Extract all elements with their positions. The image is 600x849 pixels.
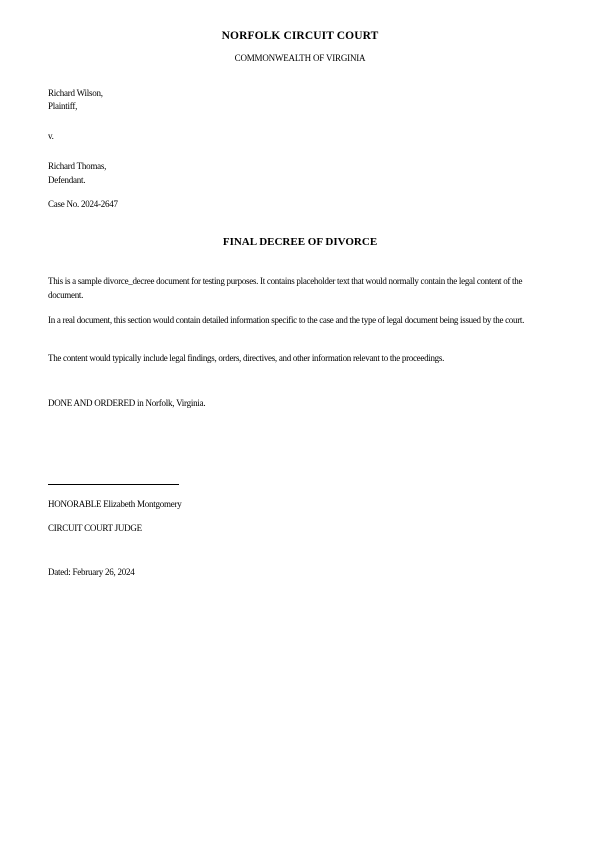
court-jurisdiction: COMMONWEALTH OF VIRGINIA bbox=[234, 53, 366, 63]
defendant-role: Defendant. bbox=[48, 175, 86, 185]
body-paragraph: This is a sample divorce_decree document for testing purposes. It contains placeholder text that would normally contain the legal content of the document. bbox=[48, 276, 523, 300]
document-title: FINAL DECREE OF DIVORCE bbox=[222, 236, 378, 248]
plaintiff-role: Plaintiff, bbox=[48, 101, 78, 111]
court-name: NORFOLK CIRCUIT COURT bbox=[221, 30, 379, 42]
plaintiff-name: Richard Wilson, bbox=[48, 88, 103, 98]
body-paragraph: The content would typically include legal findings, orders, directives, and other information relevant to the proceedings. bbox=[48, 353, 445, 363]
defendant-name: Richard Thomas, bbox=[48, 161, 107, 171]
judge-name: HONORABLE Elizabeth Montgomery bbox=[48, 499, 182, 509]
body-paragraph: In a real document, this section would contain detailed information specific to the case and the type of legal document being issued by the court. bbox=[48, 315, 525, 325]
dated-line: Dated: February 26, 2024 bbox=[48, 567, 135, 577]
judge-title: CIRCUIT COURT JUDGE bbox=[48, 523, 142, 533]
versus-label: v. bbox=[48, 131, 54, 141]
closing-statement: DONE AND ORDERED in Norfolk, Virginia. bbox=[48, 398, 206, 408]
case-number: Case No. 2024-2647 bbox=[48, 199, 118, 209]
signature-line bbox=[48, 484, 179, 485]
